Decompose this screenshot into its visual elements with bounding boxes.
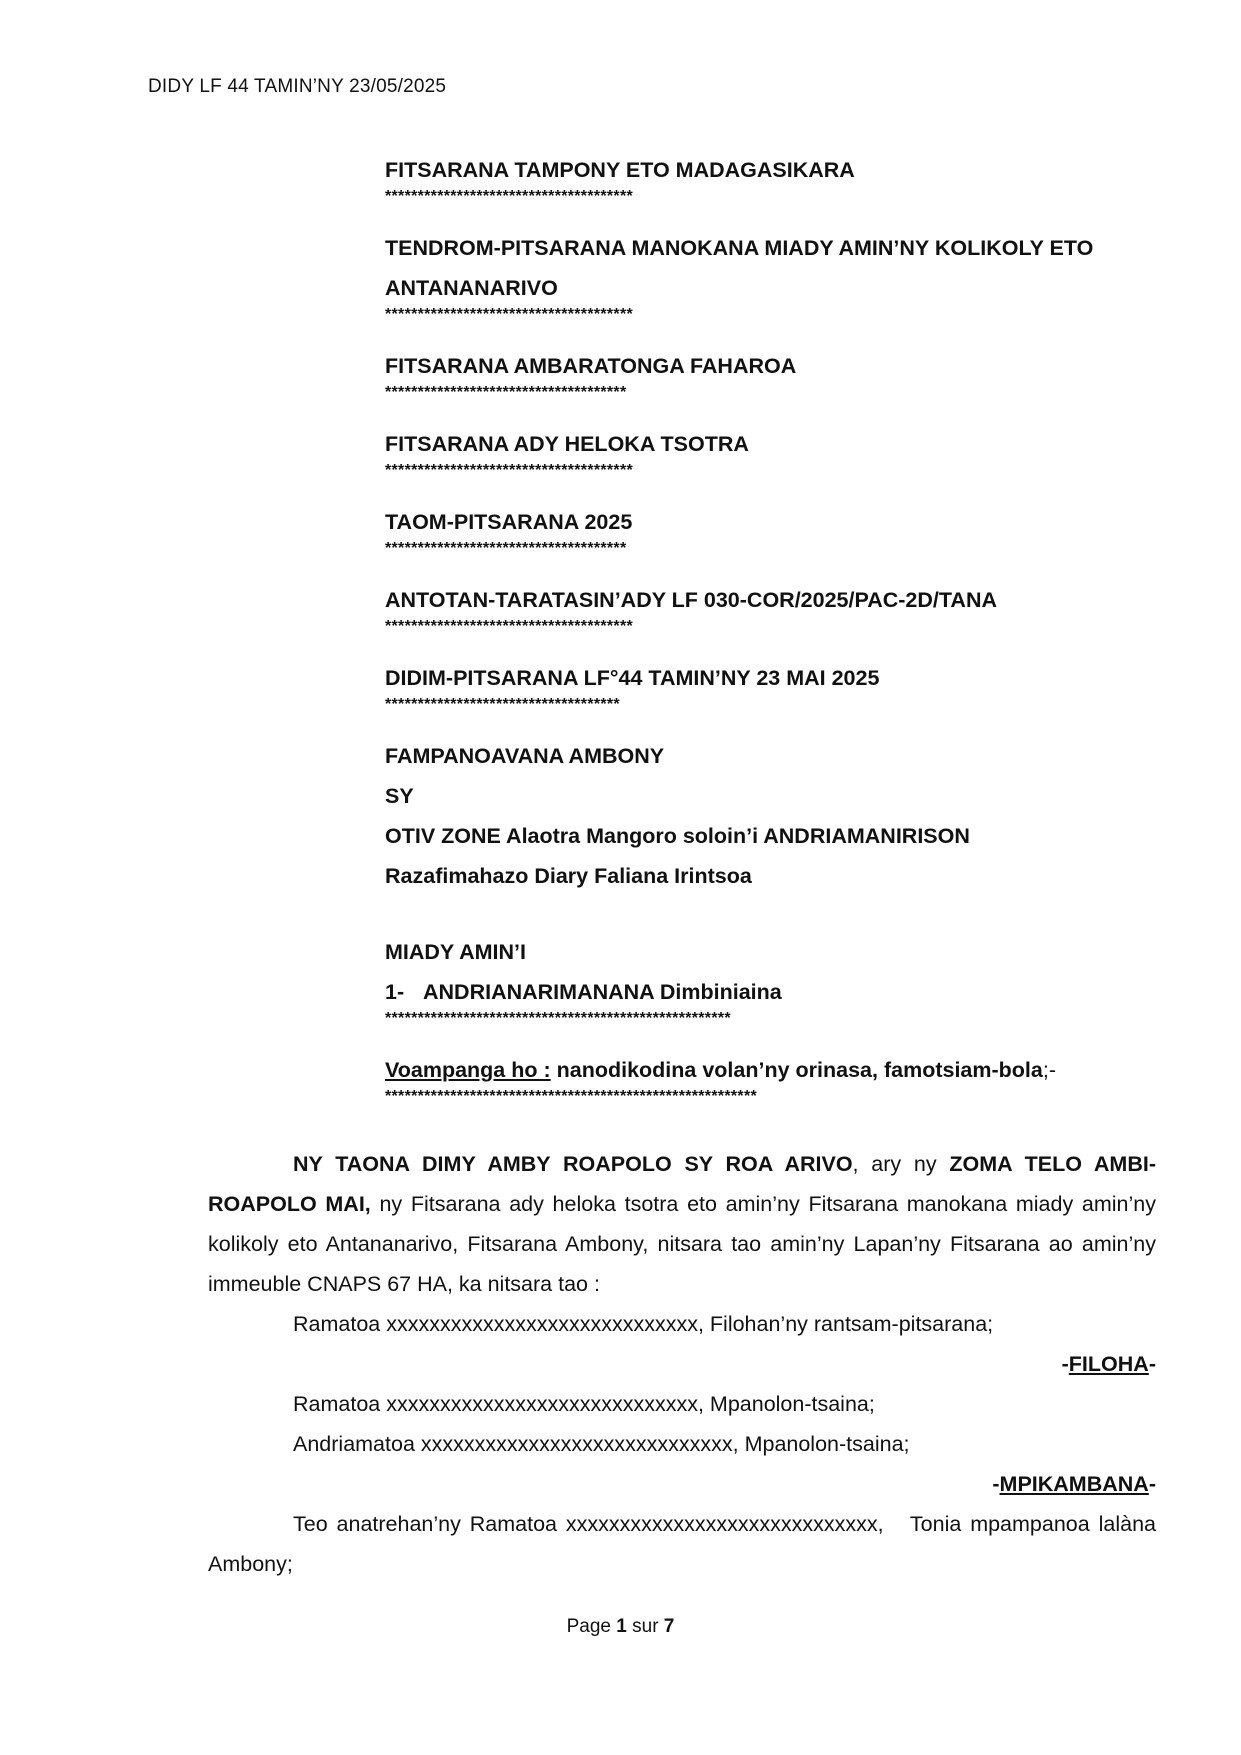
page-word: Page: [566, 1616, 617, 1637]
chamber-name: FITSARANA AMBARATONGA FAHAROA: [385, 354, 797, 378]
page-number: 1: [616, 1616, 627, 1637]
civil-party-line1: OTIV ZONE Alaotra Mangoro soloin’i ANDRIAMANIRISON: [385, 824, 970, 848]
charge-end: ;-: [1042, 1058, 1056, 1082]
date-year: NY TAONA DIMY AMBY ROAPOLO SY ROA ARIVO: [293, 1152, 853, 1176]
intro-paragraph: [208, 1144, 1156, 1304]
case-header-block: [385, 150, 1165, 1128]
intro-text: ny Fitsarana ady heloka tsotra eto amin’ny Fitsarana manokana miady amin’ny kolikoly eto Antananarivo, Fitsarana Ambony, nitsara tao amin’ny Lapan’ny Fitsarana ao amin’ny immeuble CNAPS 67 HA, ka nitsara tao :: [208, 1192, 1156, 1296]
judgment-body: [208, 1144, 1156, 1584]
separator: *****************************************************: [385, 1010, 731, 1027]
president-line: Ramatoa xxxxxxxxxxxxxxxxxxxxxxxxxxxxx, Filohan’ny rantsam-pitsarana;: [293, 1312, 994, 1336]
president-role: -FILOHA-: [1061, 1352, 1156, 1376]
page-footer: [0, 1616, 1241, 1638]
charge-text: nanodikodina volan’ny orinasa, famotsiam-bola: [550, 1058, 1043, 1082]
court-name: FITSARANA TAMPONY ETO MADAGASIKARA: [385, 158, 855, 182]
judgment-number: DIDIM-PITSARANA LF°44 TAMIN’NY 23 MAI 2025: [385, 666, 880, 690]
charge-line: [385, 1050, 1165, 1090]
separator: **************************************: [385, 462, 634, 479]
assessor-line: Andriamatoa xxxxxxxxxxxxxxxxxxxxxxxxxxxxx, Mpanolon-tsaina;: [293, 1432, 910, 1456]
separator: *********************************************************: [385, 1088, 758, 1105]
separator: *************************************: [385, 540, 627, 557]
members-label: MPIKAMBANA: [999, 1472, 1149, 1496]
tribunal-name-line2: ANTANANARIVO: [385, 276, 558, 300]
defendant-name: ANDRIANARIMANANA Dimbiniaina: [423, 980, 782, 1004]
defendant-number: 1-: [385, 980, 405, 1004]
charge-label: Voampanga ho :: [385, 1058, 551, 1082]
file-number: ANTOTAN-TARATASIN’ADY LF 030-COR/2025/PAC-2D/TANA: [385, 588, 998, 612]
running-header: DIDY LF 44 TAMIN’NY 23/05/2025: [148, 76, 447, 97]
intro-text: , ary ny: [852, 1152, 950, 1176]
civil-party-line2: Razafimahazo Diary Faliana Irintsoa: [385, 864, 752, 888]
assessor-line: Ramatoa xxxxxxxxxxxxxxxxxxxxxxxxxxxxx, Mpanolon-tsaina;: [293, 1392, 875, 1416]
separator: ************************************: [385, 696, 620, 713]
parties-label: FAMPANOAVANA AMBONY: [385, 744, 665, 768]
prosecutor-paragraph: Teo anatrehan’ny Ramatoa xxxxxxxxxxxxxxxxxxxxxxxxxxxxx, Tonia mpampanoa lalàna Ambony;: [208, 1512, 1156, 1576]
members-role: -MPIKAMBANA-: [992, 1472, 1156, 1496]
defendant-line: [385, 972, 1165, 1012]
sur-word: sur: [626, 1616, 664, 1637]
separator: **************************************: [385, 618, 634, 635]
against-label: MIADY AMIN’I: [385, 940, 526, 964]
section-name: FITSARANA ADY HELOKA TSOTRA: [385, 432, 749, 456]
president-label: FILOHA: [1068, 1352, 1149, 1376]
tribunal-name-line1: TENDROM-PITSARANA MANOKANA MIADY AMIN’NY KOLIKOLY ETO: [385, 236, 1094, 260]
judicial-year: TAOM-PITSARANA 2025: [385, 510, 633, 534]
separator: *************************************: [385, 384, 627, 401]
separator: **************************************: [385, 306, 634, 323]
and-label: SY: [385, 784, 414, 808]
date-day: ZOMA TELO AMBI-ROAPOLO MAI,: [208, 1152, 1156, 1216]
separator: **************************************: [385, 188, 634, 205]
total-pages: 7: [663, 1616, 675, 1637]
